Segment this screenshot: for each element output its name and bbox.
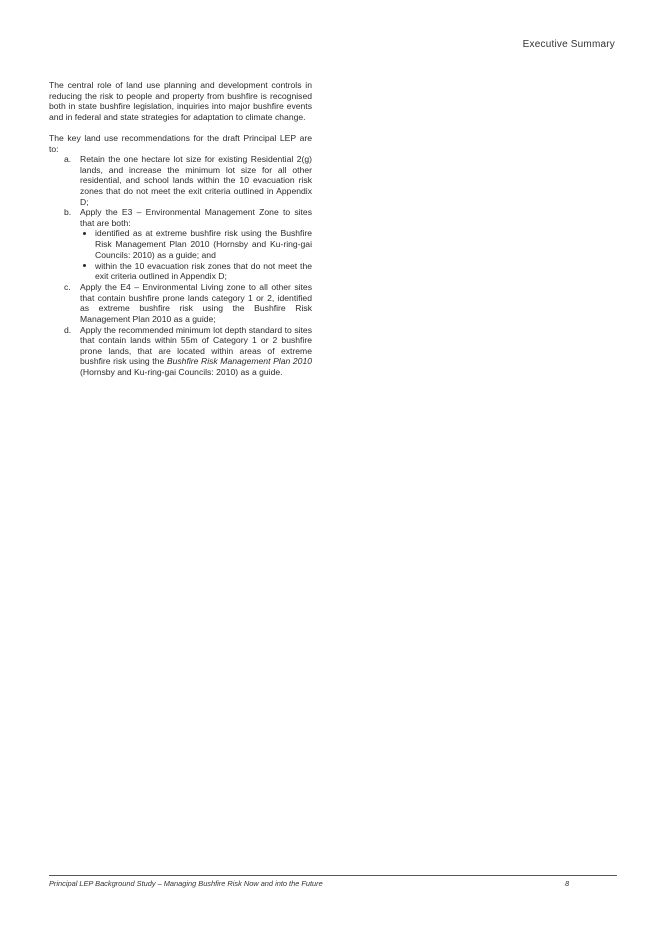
list-marker: c. (64, 282, 71, 293)
plan-title: Bushfire Risk Management Plan 2010 (166, 356, 312, 367)
sub-item (80, 228, 312, 260)
recommendation-item (49, 154, 312, 207)
recommendation-item (49, 207, 312, 282)
recommendation-text-end: (Hornsby and Ku-ring-gai Councils: 2010) as a guide. (80, 367, 283, 378)
recommendation-text: Retain the one hectare lot size for existing Residential 2(g) lands, and increase the minimum lot size for all other residential, and school lands within the 10 evacuation risk zones that do not meet the exit criteria outlined in Appendix D; (80, 154, 312, 207)
list-marker: d. (64, 324, 72, 335)
bullet-icon (83, 232, 86, 235)
list-marker: b. (64, 207, 72, 218)
recommendation-text: Apply the E4 – Environmental Living zone to all other sites that contain bushfire prone lands category 1 or 2, identified as extreme bushfire risk using the Bushfire Risk Management Plan 2010 as a guide; (80, 282, 312, 325)
lead-in-paragraph: The key land use recommendations for the draft Principal LEP are to: (49, 132, 312, 154)
sub-item (80, 261, 312, 282)
footer-divider (49, 875, 617, 876)
recommendation-item (49, 282, 312, 324)
body-column (49, 80, 312, 378)
recommendation-text-start: Apply the recommended minimum lot depth standard to sites that contain lands within 55m of Category 1 or 2 bushfire prone lands, that are located within areas of extreme bushfire risk using the (80, 324, 312, 367)
recommendations-list (49, 154, 312, 377)
recommendation-item (49, 325, 312, 378)
footer-title: Principal LEP Background Study – Managing Bushfire Risk Now and into the Future (49, 879, 323, 888)
intro-paragraph: The central role of land use planning and development controls in reducing the risk to people and property from bushfire is recognised both in state bushfire legislation, inquiries into major bushfire events and in federal and state strategies for adaptation to climate change. (49, 80, 312, 122)
header-title: Executive Summary (522, 39, 615, 50)
page-number: 8 (565, 879, 570, 888)
recommendation-text: Apply the E3 – Environmental Management Zone to sites that are both: (80, 207, 312, 228)
list-marker: a. (64, 154, 72, 165)
sub-item-text: within the 10 evacuation risk zones that do not meet the exit criteria outlined in Appendix D; (95, 260, 312, 282)
bullet-icon (83, 264, 86, 267)
sub-list (80, 228, 312, 281)
sub-item-text: identified as at extreme bushfire risk using the Bushfire Risk Management Plan 2010 (Hornsby and Ku-ring-gai Councils: 2010) as a guide; and (95, 228, 312, 260)
